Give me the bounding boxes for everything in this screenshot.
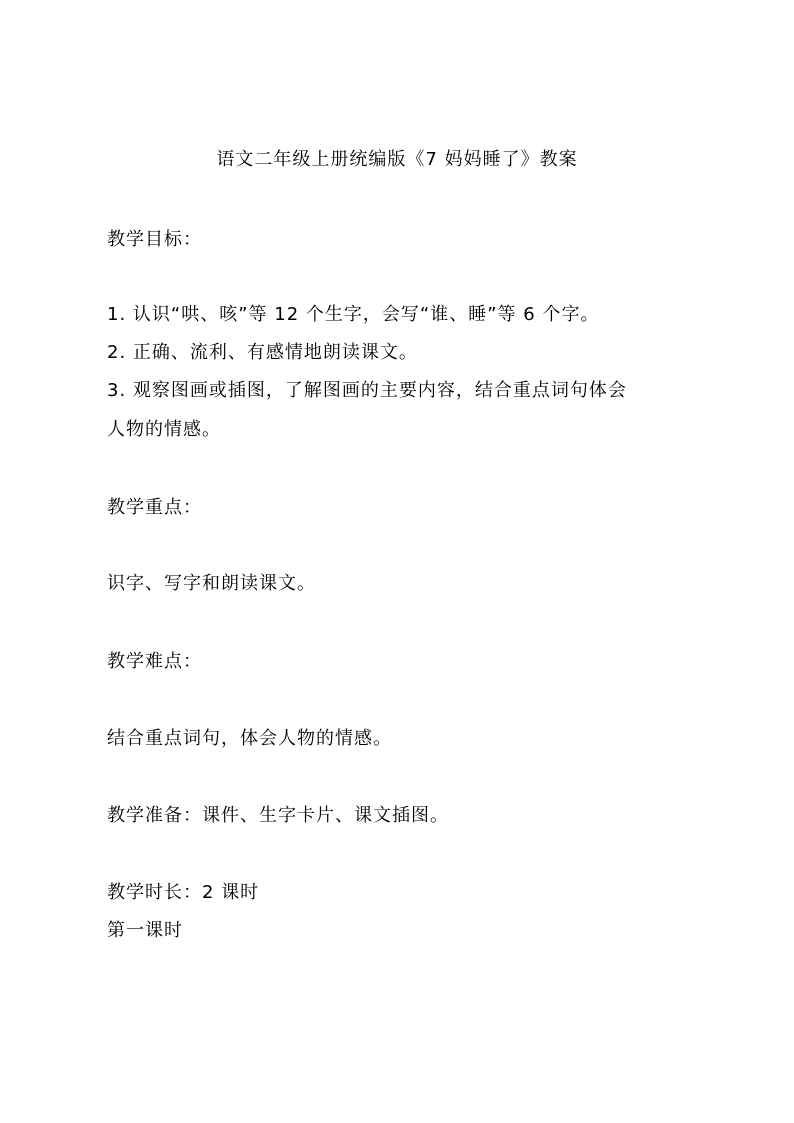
duration-text: 教学时长：2 课时 [107,882,260,903]
first-lesson-heading: 第一课时 [107,920,183,941]
objective-item-3-continued: 人物的情感。 [107,419,221,440]
key-points-heading: 教学重点： [107,497,202,518]
objective-item-3: 3. 观察图画或插图，了解图画的主要内容，结合重点词句体会 [107,380,627,401]
document-title: 语文二年级上册统编版《7 妈妈睡了》教案 [216,149,578,170]
difficulties-heading: 教学难点： [107,651,202,672]
difficulties-text: 结合重点词句，体会人物的情感。 [107,728,392,749]
objective-item-2: 2. 正确、流利、有感情地朗读课文。 [107,342,418,363]
objectives-heading: 教学目标： [107,229,202,250]
key-points-text: 识字、写字和朗读课文。 [107,573,316,594]
preparation-text: 教学准备：课件、生字卡片、课文插图。 [107,805,449,826]
objective-item-1: 1. 认识“哄、咳”等 12 个生字，会写“谁、睡”等 6 个字。 [107,304,600,325]
